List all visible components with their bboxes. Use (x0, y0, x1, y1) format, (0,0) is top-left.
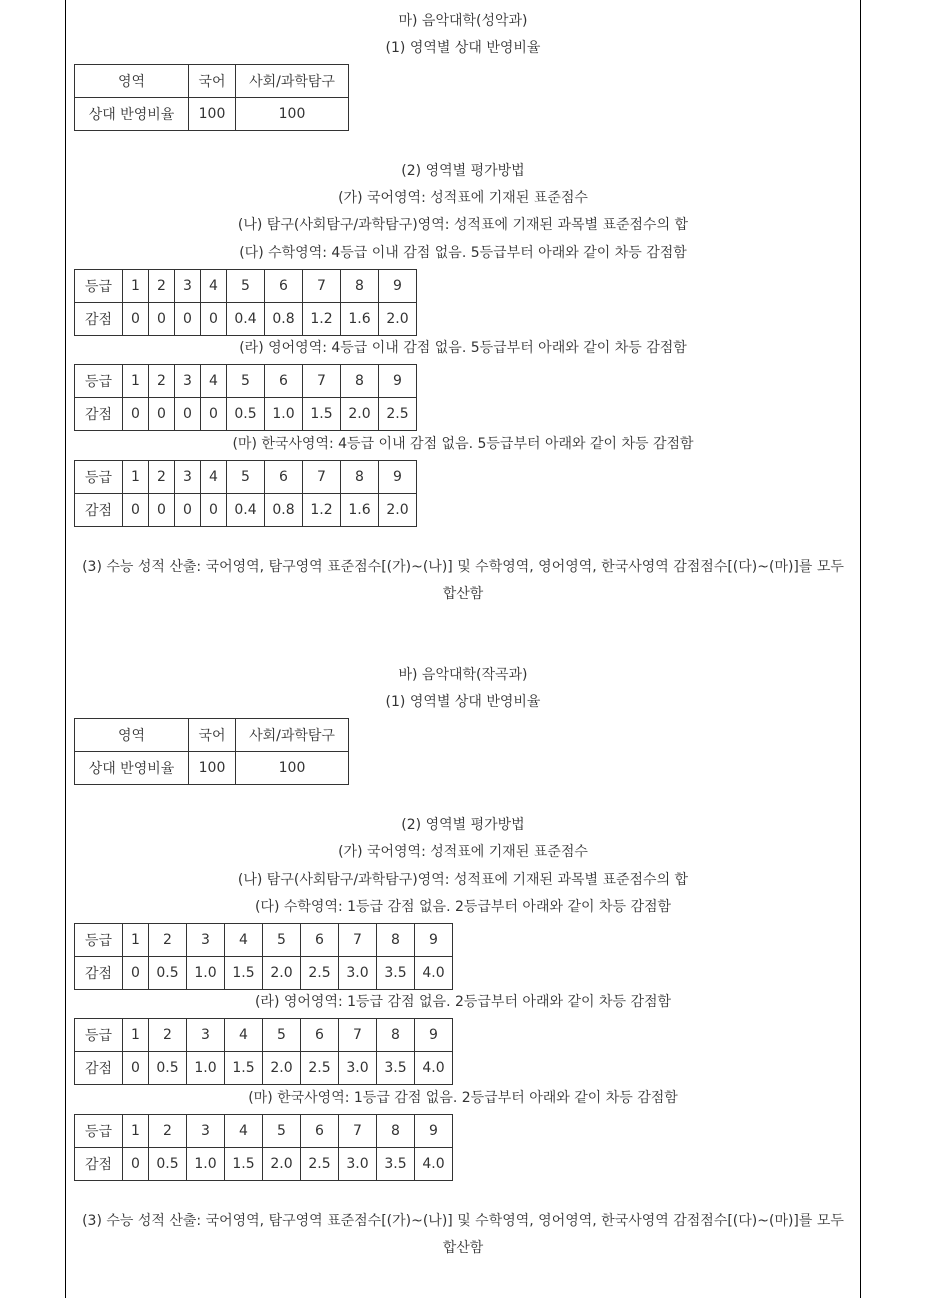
grade-cell: 4 (225, 924, 263, 957)
table-header: 영역 (75, 65, 189, 98)
grade-cell: 9 (415, 1115, 453, 1148)
deduction-cell: 0 (175, 303, 201, 336)
deduction-cell: 0.5 (149, 1052, 187, 1085)
deduction-cell: 0 (201, 398, 227, 431)
deduction-cell: 1.2 (303, 494, 341, 527)
method-title: (2) 영역별 평가방법 (401, 817, 525, 833)
row-label: 감점 (75, 957, 123, 990)
ratio-table (74, 64, 349, 131)
deduction-cell: 0 (201, 494, 227, 527)
math-deduction-table (74, 269, 417, 336)
grade-cell: 7 (303, 461, 341, 494)
grade-cell: 2 (149, 1019, 187, 1052)
deduction-cell: 3.0 (339, 1052, 377, 1085)
calc-note: (3) 수능 성적 산출: 국어영역, 탐구영역 표준점수[(가)~(나)] 및 수학영역, 영어영역, 한국사영역 감점점수[(다)~(마)]를 모두 합산함 (82, 559, 844, 602)
grade-cell: 6 (301, 1019, 339, 1052)
grade-cell: 2 (149, 461, 175, 494)
grade-cell: 1 (123, 365, 149, 398)
table-row (75, 398, 417, 431)
table-cell: 100 (236, 98, 349, 131)
deduction-cell: 2.5 (301, 1148, 339, 1181)
deduction-cell: 0 (123, 957, 149, 990)
deduction-cell: 0 (149, 398, 175, 431)
deduction-cell: 4.0 (415, 1148, 453, 1181)
item-na: (나) 탐구(사회탐구/과학탐구)영역: 성적표에 기재된 과목별 표준점수의 합 (237, 872, 689, 888)
grade-cell: 4 (225, 1115, 263, 1148)
grade-cell: 7 (303, 270, 341, 303)
grade-cell: 3 (187, 1115, 225, 1148)
table-row (75, 1019, 453, 1052)
deduction-cell: 1.6 (341, 494, 379, 527)
grade-cell: 2 (149, 1115, 187, 1148)
deduction-cell: 2.0 (263, 1148, 301, 1181)
grade-cell: 6 (265, 365, 303, 398)
deduction-cell: 3.5 (377, 1052, 415, 1085)
table-row (75, 1148, 453, 1181)
grade-cell: 6 (265, 270, 303, 303)
english-deduction-table (74, 364, 417, 431)
grade-cell: 8 (341, 365, 379, 398)
table-row (75, 957, 453, 990)
table-row (75, 719, 349, 752)
deduction-cell: 1.5 (225, 1148, 263, 1181)
korean-history-deduction-table (74, 460, 417, 527)
ratio-title: (1) 영역별 상대 반영비율 (385, 694, 541, 710)
grade-cell: 3 (175, 461, 201, 494)
grade-cell: 9 (379, 270, 417, 303)
deduction-cell: 1.6 (341, 303, 379, 336)
grade-cell: 2 (149, 365, 175, 398)
grade-cell: 5 (227, 270, 265, 303)
deduction-cell: 1.2 (303, 303, 341, 336)
row-label: 감점 (75, 303, 123, 336)
table-cell: 상대 반영비율 (75, 98, 189, 131)
item-ra: (라) 영어영역: 1등급 감점 없음. 2등급부터 아래와 같이 차등 감점함 (254, 994, 672, 1010)
table-row (75, 270, 417, 303)
table-row (75, 924, 453, 957)
grade-cell: 6 (301, 924, 339, 957)
deduction-cell: 0 (175, 398, 201, 431)
deduction-cell: 1.5 (225, 1052, 263, 1085)
table-row (75, 1052, 453, 1085)
deduction-cell: 0 (123, 1052, 149, 1085)
grade-cell: 1 (123, 461, 149, 494)
grade-cell: 1 (123, 1019, 149, 1052)
deduction-cell: 1.5 (225, 957, 263, 990)
deduction-cell: 2.5 (301, 957, 339, 990)
item-ra: (라) 영어영역: 4등급 이내 감점 없음. 5등급부터 아래와 같이 차등 감점함 (239, 340, 687, 356)
deduction-cell: 0.8 (265, 303, 303, 336)
deduction-cell: 2.0 (341, 398, 379, 431)
table-header: 국어 (189, 65, 236, 98)
calc-note: (3) 수능 성적 산출: 국어영역, 탐구영역 표준점수[(가)~(나)] 및 수학영역, 영어영역, 한국사영역 감점점수[(다)~(마)]를 모두 합산함 (82, 1213, 844, 1256)
item-ma: (마) 한국사영역: 4등급 이내 감점 없음. 5등급부터 아래와 같이 차등 감점함 (232, 436, 694, 452)
grade-cell: 2 (149, 270, 175, 303)
item-na: (나) 탐구(사회탐구/과학탐구)영역: 성적표에 기재된 과목별 표준점수의 합 (237, 217, 689, 233)
deduction-cell: 0.8 (265, 494, 303, 527)
deduction-cell: 1.0 (187, 957, 225, 990)
grade-cell: 3 (175, 270, 201, 303)
deduction-cell: 4.0 (415, 1052, 453, 1085)
table-cell: 상대 반영비율 (75, 752, 189, 785)
grade-cell: 9 (415, 1019, 453, 1052)
grade-cell: 5 (263, 1019, 301, 1052)
row-label: 등급 (75, 270, 123, 303)
grade-cell: 4 (225, 1019, 263, 1052)
grade-cell: 1 (123, 1115, 149, 1148)
grade-cell: 2 (149, 924, 187, 957)
grade-cell: 4 (201, 270, 227, 303)
row-label: 등급 (75, 1019, 123, 1052)
deduction-cell: 0 (123, 1148, 149, 1181)
row-label: 감점 (75, 1052, 123, 1085)
deduction-cell: 3.5 (377, 1148, 415, 1181)
deduction-cell: 0 (149, 303, 175, 336)
deduction-cell: 2.0 (379, 494, 417, 527)
grade-cell: 8 (341, 270, 379, 303)
deduction-cell: 0 (123, 398, 149, 431)
deduction-cell: 0.4 (227, 303, 265, 336)
grade-cell: 1 (123, 270, 149, 303)
table-cell: 100 (236, 752, 349, 785)
deduction-cell: 0.5 (149, 1148, 187, 1181)
table-header: 국어 (189, 719, 236, 752)
grade-cell: 7 (339, 924, 377, 957)
grade-cell: 4 (201, 365, 227, 398)
grade-cell: 9 (379, 365, 417, 398)
grade-cell: 8 (377, 1019, 415, 1052)
table-row (75, 303, 417, 336)
english-deduction-table (74, 1018, 453, 1085)
grade-cell: 8 (377, 1115, 415, 1148)
deduction-cell: 4.0 (415, 957, 453, 990)
deduction-cell: 1.0 (187, 1052, 225, 1085)
grade-cell: 8 (341, 461, 379, 494)
deduction-cell: 0 (123, 494, 149, 527)
method-title: (2) 영역별 평가방법 (401, 163, 525, 179)
deduction-cell: 0 (149, 494, 175, 527)
deduction-cell: 1.0 (187, 1148, 225, 1181)
deduction-cell: 0 (175, 494, 201, 527)
table-row (75, 494, 417, 527)
deduction-cell: 3.0 (339, 1148, 377, 1181)
row-label: 등급 (75, 924, 123, 957)
grade-cell: 5 (227, 365, 265, 398)
table-row (75, 461, 417, 494)
table-cell: 100 (189, 98, 236, 131)
grade-cell: 5 (263, 1115, 301, 1148)
deduction-cell: 0.5 (227, 398, 265, 431)
deduction-cell: 0 (201, 303, 227, 336)
deduction-cell: 2.0 (379, 303, 417, 336)
grade-cell: 6 (265, 461, 303, 494)
ratio-title: (1) 영역별 상대 반영비율 (385, 40, 541, 56)
deduction-cell: 2.5 (379, 398, 417, 431)
deduction-cell: 0 (123, 303, 149, 336)
deduction-cell: 3.0 (339, 957, 377, 990)
table-row (75, 98, 349, 131)
grade-cell: 5 (263, 924, 301, 957)
table-cell: 100 (189, 752, 236, 785)
table-row (75, 365, 417, 398)
grade-cell: 8 (377, 924, 415, 957)
grade-cell: 1 (123, 924, 149, 957)
section-heading: 바) 음악대학(작곡과) (398, 667, 528, 683)
grade-cell: 7 (303, 365, 341, 398)
grade-cell: 9 (415, 924, 453, 957)
table-header: 사회/과학탐구 (236, 65, 349, 98)
row-label: 등급 (75, 461, 123, 494)
math-deduction-table (74, 923, 453, 990)
deduction-cell: 2.0 (263, 957, 301, 990)
grade-cell: 7 (339, 1115, 377, 1148)
grade-cell: 5 (227, 461, 265, 494)
grade-cell: 7 (339, 1019, 377, 1052)
item-ma: (마) 한국사영역: 1등급 감점 없음. 2등급부터 아래와 같이 차등 감점함 (248, 1090, 678, 1106)
item-da: (다) 수학영역: 1등급 감점 없음. 2등급부터 아래와 같이 차등 감점함 (254, 899, 672, 915)
row-label: 감점 (75, 1148, 123, 1181)
row-label: 등급 (75, 365, 123, 398)
row-label: 감점 (75, 494, 123, 527)
grade-cell: 6 (301, 1115, 339, 1148)
item-ga: (가) 국어영역: 성적표에 기재된 표준점수 (338, 844, 588, 860)
deduction-cell: 2.5 (301, 1052, 339, 1085)
grade-cell: 9 (379, 461, 417, 494)
korean-history-deduction-table (74, 1114, 453, 1181)
grade-cell: 4 (201, 461, 227, 494)
deduction-cell: 0.4 (227, 494, 265, 527)
deduction-cell: 0.5 (149, 957, 187, 990)
section-heading: 마) 음악대학(성악과) (398, 13, 528, 29)
row-label: 등급 (75, 1115, 123, 1148)
table-header: 영역 (75, 719, 189, 752)
row-label: 감점 (75, 398, 123, 431)
deduction-cell: 1.5 (303, 398, 341, 431)
table-row (75, 1115, 453, 1148)
grade-cell: 3 (175, 365, 201, 398)
deduction-cell: 2.0 (263, 1052, 301, 1085)
table-row (75, 752, 349, 785)
table-header: 사회/과학탐구 (236, 719, 349, 752)
deduction-cell: 3.5 (377, 957, 415, 990)
item-ga: (가) 국어영역: 성적표에 기재된 표준점수 (338, 190, 588, 206)
item-da: (다) 수학영역: 4등급 이내 감점 없음. 5등급부터 아래와 같이 차등 감점함 (239, 245, 687, 261)
grade-cell: 3 (187, 924, 225, 957)
deduction-cell: 1.0 (265, 398, 303, 431)
ratio-table (74, 718, 349, 785)
grade-cell: 3 (187, 1019, 225, 1052)
table-row (75, 65, 349, 98)
